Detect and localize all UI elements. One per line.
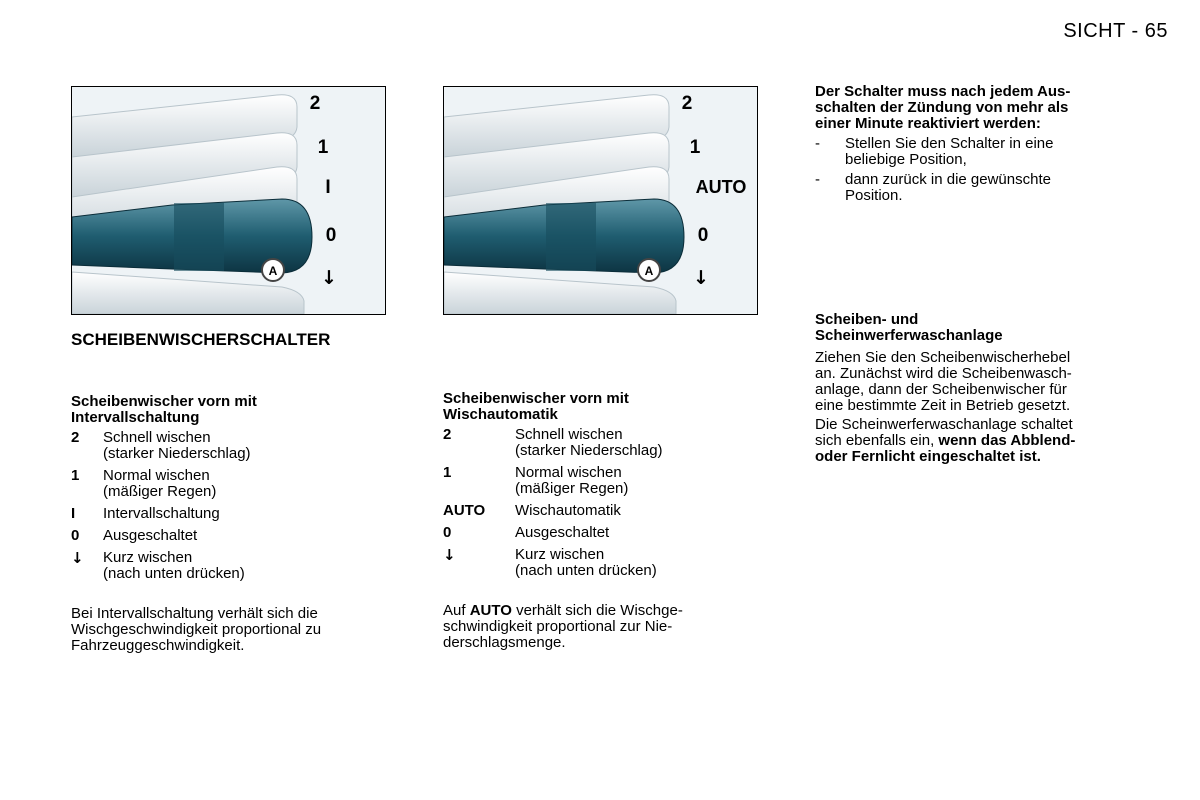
list-item: AUTO Wischautomatik: [443, 502, 621, 519]
washer-paragraph: Ziehen Sie den Scheibenwischerhebel an. Zunächst wird die Scheibenwasch- anlage, dann der Scheibenwischer für eine bestimmte Zeit in Betrieb gesetzt.: [815, 349, 1072, 414]
position-label-1: 1: [689, 137, 701, 158]
position-label-down: ↓: [693, 267, 709, 289]
list-item: ↓ Kurz wischen (nach unten drücken): [443, 546, 657, 579]
position-label-interval: I: [325, 177, 331, 198]
auto-note: Auf AUTO verhält sich die Wischge- schwindigkeit proportional zur Nie- derschlagsmenge.: [443, 602, 683, 651]
down-arrow-icon: ↓: [71, 549, 84, 567]
column-washer: [815, 84, 1145, 465]
list-item: 2 Schnell wischen (starker Niederschlag): [443, 426, 663, 459]
item-key: 0: [71, 527, 80, 544]
list-item: - Stellen Sie den Schalter in eine beliebige Position,: [815, 135, 1054, 168]
list-item: 0 Ausgeschaltet: [443, 524, 610, 541]
badge-label: A: [268, 264, 278, 278]
wiper-stalk-illustration: [72, 87, 385, 314]
position-label-0: 0: [697, 225, 709, 246]
wiper-stalk-illustration-auto: [444, 87, 757, 314]
subsection-title: Scheibenwischer vorn mit Wischautomatik: [443, 390, 629, 423]
item-key: 1: [71, 467, 80, 484]
position-label-auto: AUTO: [695, 177, 747, 197]
position-label-2: 2: [681, 93, 693, 114]
badge-label: A: [644, 264, 654, 278]
column-auto: [443, 391, 759, 651]
position-label-1: 1: [317, 137, 329, 158]
position-label-2: 2: [309, 93, 321, 114]
page-header: SICHT - 65: [1063, 20, 1168, 42]
position-label-down: ↓: [321, 267, 337, 289]
item-key: 1: [443, 464, 452, 481]
list-item: 2 Schnell wischen (starker Niederschlag): [71, 429, 251, 462]
subsection-title: Scheibenwischer vorn mit Intervallschaltung: [71, 393, 257, 426]
position-label-0: 0: [325, 225, 337, 246]
list-item: 0 Ausgeschaltet: [71, 527, 198, 544]
headlamp-washer-paragraph: Die Scheinwerferwaschanlage schaltet sich ebenfalls ein, wenn das Abblend- oder Fernlicht eingeschaltet ist.: [815, 416, 1076, 465]
list-item: 1 Normal wischen (mäßiger Regen): [443, 464, 629, 497]
list-item: ↓ Kurz wischen (nach unten drücken): [71, 549, 245, 582]
item-key: 2: [71, 429, 80, 446]
column-interval: [71, 330, 391, 654]
list-item: I Intervallschaltung: [71, 505, 220, 522]
reactivation-note: Der Schalter muss nach jedem Aus- schalten der Zündung von mehr als einer Minute reaktiviert werden:: [815, 83, 1071, 132]
wiper-stalk-figure-interval: [71, 86, 386, 315]
item-key: I: [71, 505, 76, 522]
list-item: 1 Normal wischen (mäßiger Regen): [71, 467, 217, 500]
item-key: 2: [443, 426, 452, 443]
item-key: 0: [443, 524, 452, 541]
list-item: - dann zurück in die gewünschte Position.: [815, 171, 1051, 204]
section-title: SCHEIBENWISCHERSCHALTER: [71, 330, 331, 349]
down-arrow-icon: ↓: [443, 546, 456, 564]
wiper-stalk-figure-auto: [443, 86, 758, 315]
item-key: AUTO: [443, 502, 486, 519]
interval-note: Bei Intervallschaltung verhält sich die Wischgeschwindigkeit proportional zu Fahrzeuggeschwindigkeit.: [71, 605, 322, 654]
subsection-title: Scheiben- und Scheinwerferwaschanlage: [815, 311, 1003, 344]
